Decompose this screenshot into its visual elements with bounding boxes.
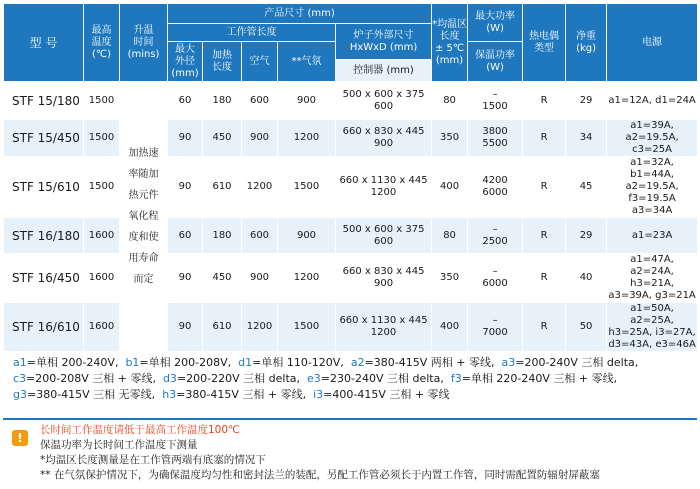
max-temp-cell: 1500: [84, 120, 120, 157]
header-atmosphere: **气氛: [278, 42, 336, 82]
air-cell: 1200: [242, 303, 278, 352]
zone-cell: 80: [432, 218, 468, 254]
warning-line: ** 在气氛保护情况下，为确保温度均匀性和密封法兰的装配，另配工作管必须长于内置工作管，同时需配置防辐射屏蔽塞: [40, 469, 600, 481]
dims-cell: 500 x 600 x 375 600: [336, 218, 432, 254]
model-cell: STF 16/450: [4, 254, 84, 303]
table-row: [4, 82, 698, 120]
power-cell: 3800 5500: [468, 120, 523, 157]
header-hold-power: 保温功率 (W): [468, 42, 523, 82]
weight-cell: 45: [566, 157, 607, 218]
header-max-power: 最大功率 (W): [468, 4, 523, 42]
od-cell: 90: [168, 254, 203, 303]
warning-icon: !: [12, 430, 28, 446]
air-cell: 600: [242, 82, 278, 120]
heat-length-cell: 450: [203, 254, 242, 303]
max-temp-cell: 1600: [84, 254, 120, 303]
weight-cell: 29: [566, 82, 607, 120]
warning-headline: 长时间工作温度请低于最高工作温度100℃: [40, 424, 240, 436]
weight-cell: 50: [566, 303, 607, 352]
od-cell: 60: [168, 218, 203, 254]
supply-cell: a1=32A, b1=44A, a2=19.5A, f3=19.5A a3=34A: [607, 157, 698, 218]
od-cell: 90: [168, 303, 203, 352]
ramp-note: 加热速 率随加 热元件 氧化程 度和使 用寿命 而定: [120, 82, 168, 352]
supply-cell: a1=50A, a2=25A, h3=25A, i3=27A, d3=43A, e3=46A: [608, 303, 696, 350]
air-cell: 1200: [242, 157, 278, 218]
atmosphere-cell: 1500: [278, 157, 336, 218]
heat-length-cell: 180: [203, 218, 242, 254]
supply-cell: a1=12A, d1=24A: [607, 82, 698, 120]
weight-cell: 34: [566, 120, 607, 157]
dims-cell: 660 x 1130 x 445 1200: [336, 157, 432, 218]
model-cell: STF 16/180: [4, 218, 84, 254]
thermocouple-cell: R: [523, 303, 566, 352]
thermocouple-cell: R: [523, 82, 566, 120]
power-cell: – 6000: [468, 254, 523, 303]
heat-length-cell: 610: [203, 303, 242, 352]
spec-table: [3, 3, 698, 352]
header-max-od: 最大 外径 (mm): [168, 42, 203, 82]
dims-cell: 660 x 1130 x 445 1200: [336, 303, 432, 352]
zone-cell: 350: [432, 120, 468, 157]
warning-line: 保温功率为长时间工作温度下测量: [40, 439, 198, 451]
max-temp-cell: 1600: [84, 303, 120, 352]
air-cell: 900: [242, 120, 278, 157]
table-row: [4, 303, 698, 352]
heat-length-cell: 180: [203, 82, 242, 120]
od-cell: 60: [168, 82, 203, 120]
legend-line: c3=200-208V 三相 + 零线, d3=200-220V 三相 delta, e3=230-240V 三相 delta, f3=单相 220-240V 三相 + 零线,: [13, 372, 618, 385]
header-power-supply: 电源: [607, 4, 698, 82]
header-net-weight: 净重 (kg): [566, 4, 607, 82]
table-row: [4, 120, 698, 157]
air-cell: 600: [242, 218, 278, 254]
atmosphere-cell: 900: [278, 82, 336, 120]
dims-cell: 660 x 830 x 445 900: [336, 254, 432, 303]
legend-line: a1=单相 200-240V, b1=单相 200-208V, d1=单相 110-120V, a2=380-415V 两相 + 零线, a3=200-240V 三相 delta,: [13, 356, 639, 369]
weight-cell: 40: [566, 254, 607, 303]
supply-cell: a1=39A, a2=19.5A, c3=25A: [607, 120, 698, 157]
header-ramp-time: 升温 时间 (mins): [120, 4, 168, 82]
thermocouple-cell: R: [523, 120, 566, 157]
atmosphere-cell: 900: [278, 218, 336, 254]
od-cell: 90: [168, 157, 203, 218]
dims-cell: 660 x 830 x 445 900: [336, 120, 432, 157]
zone-cell: 400: [432, 303, 468, 352]
header-furnace-dims: 炉子外部尺寸 HxWxD (mm): [336, 24, 432, 60]
dims-cell: 500 x 600 x 375 600: [336, 82, 432, 120]
header-max-temp: 最高 温度 (℃): [84, 4, 120, 82]
power-cell: – 7000: [468, 303, 523, 352]
warning-notes: [40, 423, 690, 483]
zone-cell: 400: [432, 157, 468, 218]
table-row: [4, 218, 698, 254]
power-cell: – 1500: [468, 82, 523, 120]
section-divider: [3, 418, 697, 420]
supply-cell: a1=47A, a2=24A, h3=21A, a3=39A, g3=21A: [608, 254, 696, 301]
model-cell: STF 16/610: [4, 303, 84, 352]
thermocouple-cell: R: [523, 218, 566, 254]
thermocouple-cell: R: [523, 157, 566, 218]
header-controller: 控制器 (mm): [336, 60, 432, 82]
header-heating-length: 加热 长度: [203, 42, 242, 82]
thermocouple-cell: R: [523, 254, 566, 303]
max-temp-cell: 1500: [84, 82, 120, 120]
power-cell: 4200 6000: [468, 157, 523, 218]
air-cell: 900: [242, 254, 278, 303]
legend-line: g3=380-415V 三相 无零线, h3=380-415V 三相 + 零线, i3=400-415V 三相 + 零线: [13, 388, 450, 401]
heat-length-cell: 610: [203, 157, 242, 218]
header-model: 型 号: [4, 4, 84, 82]
header-product-size: 产品尺寸 (mm): [168, 4, 432, 24]
atmosphere-cell: 1200: [278, 254, 336, 303]
warning-line: *均温区长度测量是在工作管两端有底塞的情况下: [40, 454, 266, 466]
header-air: 空气: [242, 42, 278, 82]
heat-length-cell: 450: [203, 120, 242, 157]
power-legend: [13, 355, 693, 403]
zone-cell: 350: [432, 254, 468, 303]
supply-cell: a1=23A: [607, 218, 698, 254]
header-uniform-zone: *均温区 长度 ± 5℃ (mm): [432, 4, 468, 82]
zone-cell: 80: [432, 82, 468, 120]
model-cell: STF 15/450: [4, 120, 84, 157]
power-cell: – 2500: [468, 218, 523, 254]
model-cell: STF 15/180: [4, 82, 84, 120]
header-tube-length: 工作管长度: [168, 24, 336, 42]
table-row: [4, 157, 698, 218]
model-cell: STF 15/610: [4, 157, 84, 218]
atmosphere-cell: 1500: [278, 303, 336, 352]
atmosphere-cell: 1200: [278, 120, 336, 157]
table-row: [4, 254, 698, 303]
max-temp-cell: 1600: [84, 218, 120, 254]
weight-cell: 29: [566, 218, 607, 254]
od-cell: 90: [168, 120, 203, 157]
header-thermocouple: 热电偶 类型: [523, 4, 566, 82]
max-temp-cell: 1500: [84, 157, 120, 218]
